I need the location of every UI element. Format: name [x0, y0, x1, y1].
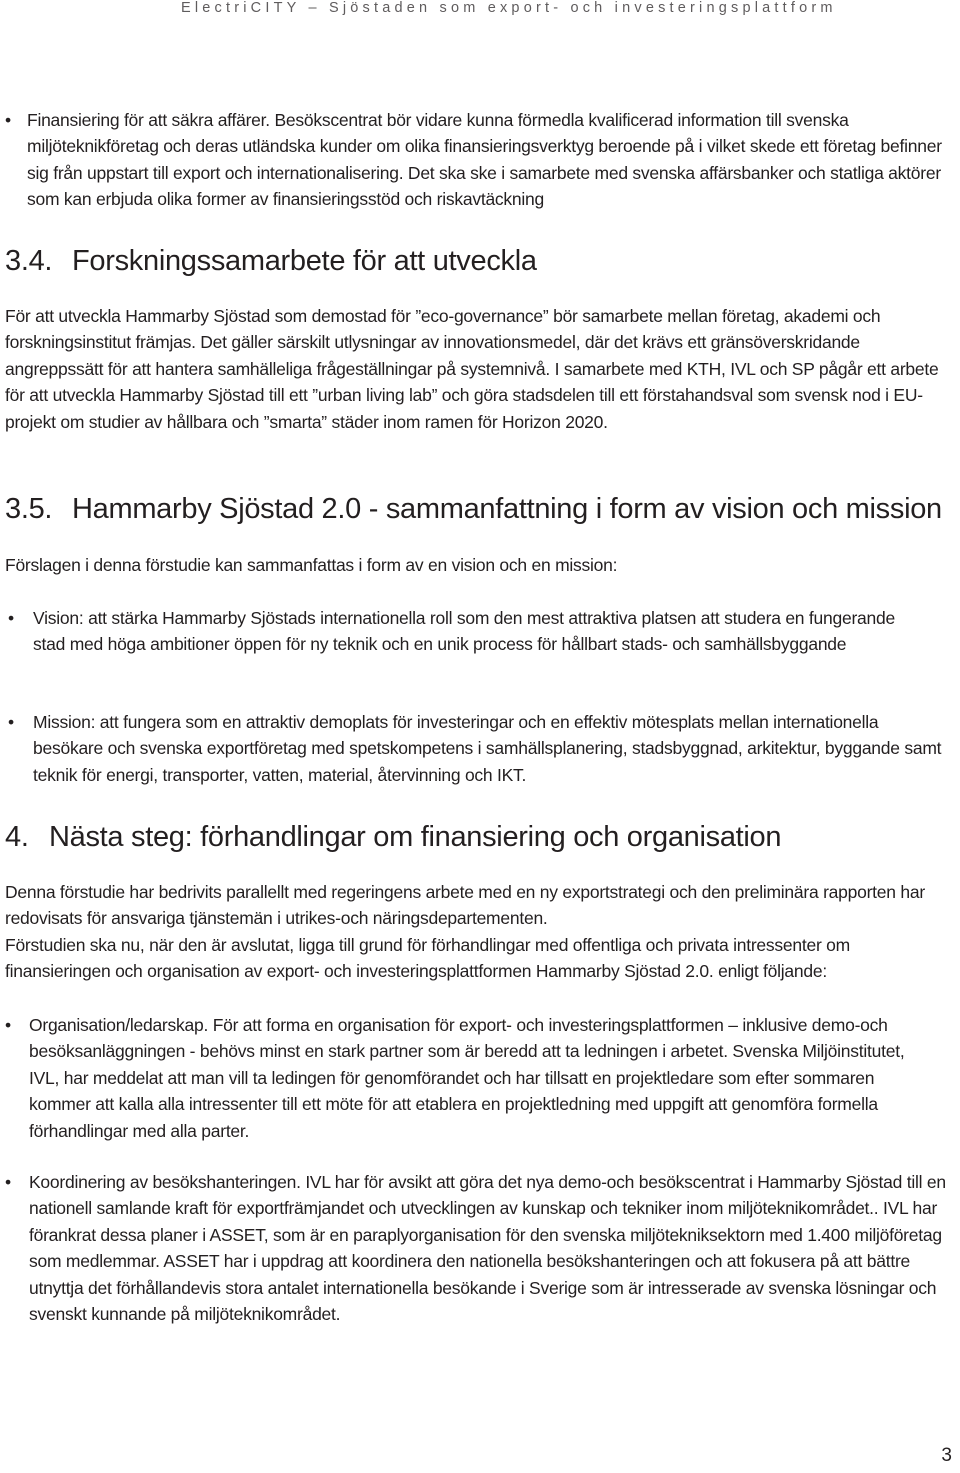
section-body: Förstudien ska nu, när den är avslutat, ligga till grund för förhandlingar med offentliga och privata intressenter om finansieringen och organisation av export- och investeringsplattformen Hammarby Sjöstad 2.0. enligt följande: [5, 935, 850, 982]
bullet-text: För att forma en organisation för export- och investeringsplattformen – inklusive demo-och besöksanläggningen - behövs minst en stark partner som är beredd att ta ledningen i arbetet. Svenska Miljöinstitutet, IVL, har meddelat att man vill ta ledingen för genomförandet och har tillsatt en projektledare som efter sommaren kommer att kalla alla intressenter till ett möte för att etablera en projektledning med uppgift att genomföra formella förhandlingar med alla parter. [29, 1015, 905, 1141]
organisation-bullet-item [29, 1012, 939, 1144]
bullet-glyph: • [5, 110, 12, 130]
bullet-lead: Finansiering för att säkra affärer. [27, 110, 270, 130]
financing-bullet-item [27, 107, 957, 213]
bullet-glyph: • [8, 712, 15, 732]
section-heading [5, 492, 942, 526]
section-heading [5, 820, 781, 854]
bullet-glyph: • [5, 1015, 12, 1035]
page-number: 3 [941, 1445, 952, 1466]
bullet-lead: Organisation/ledarskap. [29, 1015, 209, 1035]
bullet-text: att stärka Hammarby Sjöstads internationella roll som den mest attraktiva platsen att studera en fungerande stad med höga ambitioner öppen för ny teknik och en unik process för hållbart stads- och samhällsbyggande [33, 608, 895, 655]
section-title: Hammarby Sjöstad 2.0 - sammanfattning i form av vision och mission [72, 493, 942, 525]
section-intro: Förslagen i denna förstudie kan sammanfattas i form av en vision och en mission: [5, 555, 618, 575]
section-title: Nästa steg: förhandlingar om finansiering och organisation [49, 821, 782, 853]
bullet-lead: Mission: [33, 712, 96, 732]
mission-bullet-item [33, 709, 945, 788]
section-number: 3.4. [5, 245, 53, 277]
bullet-lead: Vision: [33, 608, 84, 628]
bullet-glyph: • [5, 1172, 12, 1192]
section-number: 3.5. [5, 493, 53, 525]
bullet-text: att fungera som en attraktiv demoplats för investeringar och en effektiv mötesplats mellan internationella besökare och svenska exportföretag med spetskompetens i samhällsplanering, stadsbyggnad, arkitektur, byggande samt teknik för energi, transporter, vatten, material, återvinning och IKT. [33, 712, 942, 785]
section-heading [5, 244, 537, 278]
section-number: 4. [5, 821, 29, 853]
running-header: ElectriCITY – Sjöstaden som export- och investeringsplattform [181, 0, 837, 16]
vision-bullet-item [33, 605, 921, 658]
bullet-glyph: • [8, 608, 15, 628]
bullet-lead: Koordinering av besökshanteringen. [29, 1172, 301, 1192]
section-body: Denna förstudie har bedrivits parallellt med regeringens arbete med en ny exportstrategi och den preliminära rapporten har redovisats för ansvariga tjänstemän i utrikes-och näringsdepartementen. [5, 882, 925, 929]
bullet-text: IVL har för avsikt att göra det nya demo-och besökscentrat i Hammarby Sjöstad till en nationell samlande kraft för exportfrämjandet och utvecklingen av kunskap och tekniker inom miljöteknikområdet.. IVL har förankrat dessa planer i ASSET, som är en paraplyorganisation för den svenska miljötekniksektorn med 1.400 miljöföretag som medlemmar. ASSET har i uppdrag att koordinera den nationella besökshanteringen och att fokusera på att bättre utnyttja det förhållandevis stora antalet internationella besökande i Sverige som är intresserade av svenska lösningar och svenskt kunnande på miljöteknikområdet. [29, 1172, 946, 1325]
bullet-text: Besökscentrat bör vidare kunna förmedla kvalificerad information till svenska miljöteknikföretag och deras utländska kunder om olika finansieringsverktyg beroende på i vilket skede ett företag befinner sig från uppstart till export och internationalisering. Det ska ske i samarbete med svenska affärsbanker och statliga aktörer som kan erbjuda olika former av finansieringsstöd och riskavtäckning [27, 110, 942, 210]
section-body: För att utveckla Hammarby Sjöstad som demostad för ”eco-governance” bör samarbete mellan företag, akademi och forskningsinstitut främjas. Det gäller särskilt utlysningar av innovationsmedel, där det krävs ett gränsöverskridande angreppssätt för att hantera samhälleliga frågeställningar på systemnivå. I samarbete med KTH, IVL och SP pågår ett arbete för att utveckla Hammarby Sjöstad till ett ”urban living lab” och göra stadsdelen till ett förstahandsval som svensk nod i EU-projekt om studier av hållbara och ”smarta” städer inom ramen för Horizon 2020. [5, 306, 939, 432]
section-title: Forskningssamarbete för att utveckla [72, 245, 537, 277]
coordination-bullet-item [29, 1169, 955, 1327]
